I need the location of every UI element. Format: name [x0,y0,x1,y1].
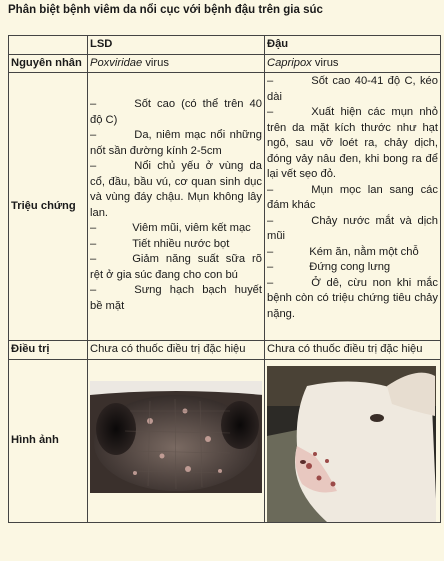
table-row-treatment [9,341,441,360]
symptom-item: – Tiết nhiều nước bọt [90,237,230,250]
symptom-item: – Sốt cao (có thể trên 40 độ C) [90,98,262,126]
symptoms-lsd [88,73,265,341]
row-label-images: Hình ảnh [9,359,88,522]
table-header-row [9,36,441,55]
symptom-item: – Đứng cong lưng [267,261,391,273]
symptom-item: – Ở dê, cừu non khi mắc bệnh còn có triệu chứng tiêu chảy nặng. [267,276,438,320]
cause-lsd [88,54,265,73]
image-cell-dau [265,359,441,522]
cause-lsd-family: Poxviridae [90,56,143,69]
symptom-item: – Chảy nước mắt và dịch mũi [267,214,438,242]
lamb-face-lesion-image [267,366,436,522]
page-title: Phân biệt bệnh viêm da nổi cục với bệnh đậu trên gia súc [8,4,323,16]
table-row-images [9,359,441,522]
cause-dau-rest: virus [311,56,339,69]
treatment-lsd: Chưa có thuốc điều trị đặc hiệu [88,341,265,360]
cause-dau [265,54,441,73]
cattle-nose-lesion-image [90,381,262,493]
comparison-table [8,35,441,523]
header-dau: Đậu [265,36,441,55]
symptoms-dau [265,73,441,341]
header-lsd: LSD [88,36,265,55]
symptom-item: – Da, niêm mạc nổi những nốt sần đường kính 2-5cm [90,129,262,157]
symptom-item: – Kém ăn, nằm một chỗ [267,245,419,258]
treatment-dau: Chưa có thuốc điều trị đặc hiệu [265,341,441,360]
symptom-item: – Sốt cao 40-41 độ C, kéo dài [267,75,438,103]
row-label-symptoms: Triệu chứng [9,73,88,341]
row-label-treatment: Điều trị [9,341,88,360]
cause-lsd-rest: virus [142,56,169,69]
cause-dau-genus: Capripox [267,56,312,69]
symptom-item: – Mụn mọc lan sang các đám khác [267,183,438,211]
symptom-item: – Nổi chủ yếu ở vùng da cổ, đầu, bầu vú, cơ quan sinh dục và vùng đáy chậu. Mụn không lây lan. [90,160,262,219]
header-empty-cell [9,36,88,55]
row-label-cause: Nguyên nhân [9,54,88,73]
image-cell-lsd [88,359,265,522]
symptom-item: – Viêm mũi, viêm kết mạc [90,222,251,234]
symptom-item: – Xuất hiện các mụn nhỏ trên da mặt kích thước như hạt ngô, sau vỡ loét ra, chảy dịch, đóng vảy nâu đen, khi bong ra để lại vết sẹo đỏ. [267,106,438,180]
symptom-item: – Giảm năng suất sữa rõ rệt ở gia súc đang cho con bú [90,253,262,281]
symptom-item: – Sưng hạch bạch huyết bề mặt [90,284,262,312]
table-row-cause [9,54,441,73]
table-row-symptoms [9,73,441,341]
